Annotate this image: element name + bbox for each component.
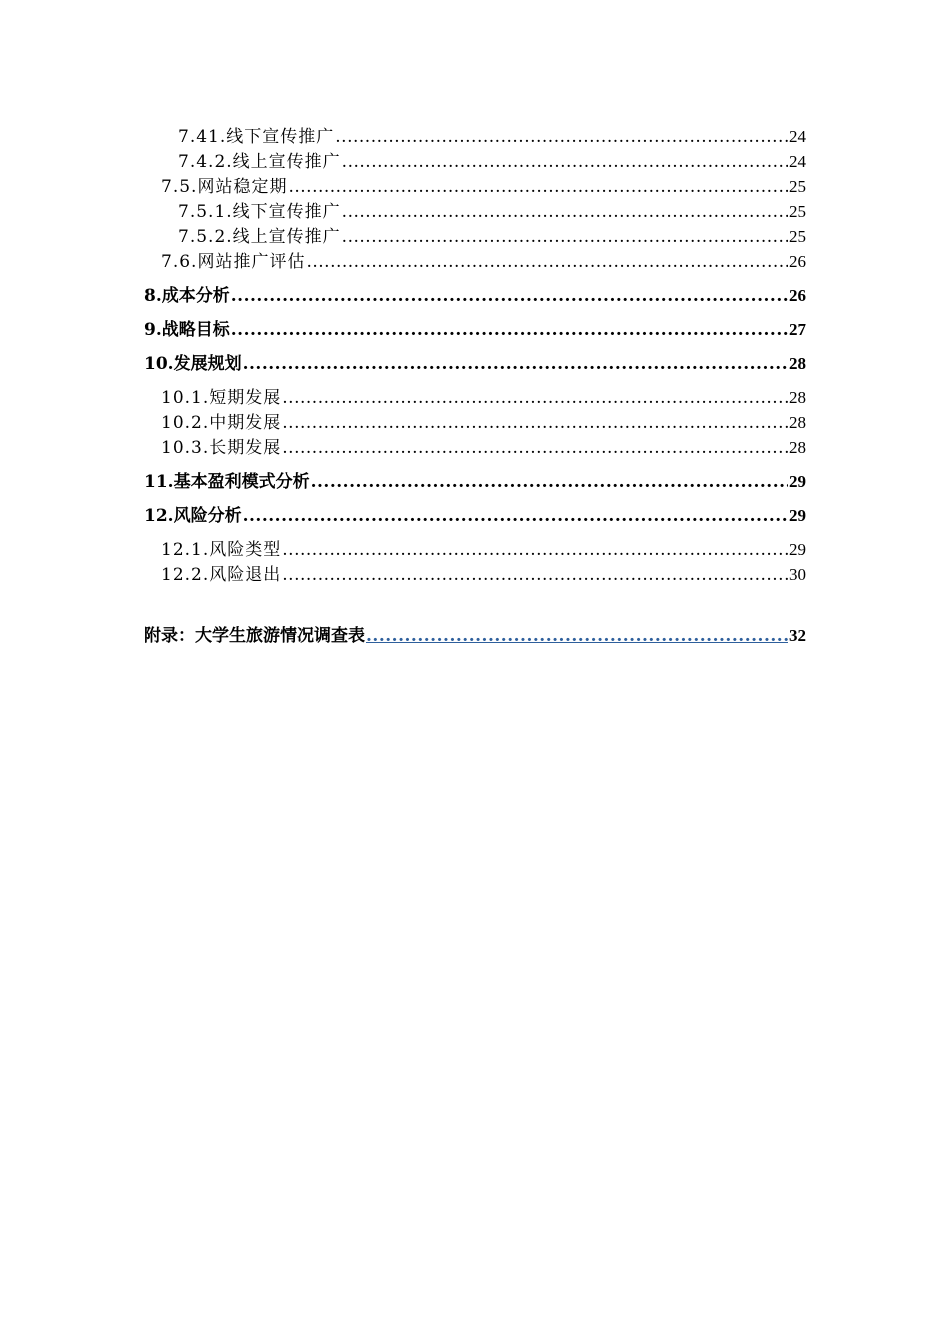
toc-page-number: 24 (789, 152, 806, 171)
toc-entry-title: 12.1.风险类型 (161, 540, 282, 560)
toc-page-number: 29 (789, 506, 806, 525)
toc-dot-leader (282, 386, 788, 411)
toc-appendix-title: 附录：大学生旅游情况调查表 (144, 626, 365, 646)
toc-dot-leader (366, 624, 788, 649)
toc-appendix-link[interactable] (144, 623, 806, 648)
toc-entry[interactable] (144, 469, 806, 494)
toc-entry[interactable] (144, 224, 806, 249)
toc-entry-title: 10.2.中期发展 (161, 413, 282, 433)
toc-dot-leader (282, 436, 788, 461)
toc-entry-title: 9.战略目标 (144, 320, 230, 340)
toc-entry-title: 12.2.风险退出 (161, 565, 282, 585)
toc-entry[interactable] (144, 562, 806, 587)
toc-entry[interactable] (144, 317, 806, 342)
toc-entry-title: 11.基本盈利模式分析 (144, 472, 310, 492)
toc-dot-leader (282, 563, 788, 588)
toc-entry-title: 7.5.2.线上宣传推广 (178, 227, 341, 247)
toc-page-number: 29 (789, 540, 806, 559)
toc-entry[interactable] (144, 351, 806, 376)
toc-entry-title: 10.1.短期发展 (161, 388, 282, 408)
toc-page-number: 25 (789, 227, 806, 246)
toc-page-number: 32 (789, 626, 806, 645)
table-of-contents (144, 124, 806, 648)
toc-dot-leader (243, 352, 788, 377)
toc-page-number: 24 (789, 127, 806, 146)
toc-dot-leader (342, 150, 788, 175)
toc-entry-title: 10.3.长期发展 (161, 438, 282, 458)
toc-page-number: 25 (789, 202, 806, 221)
toc-entry[interactable] (144, 124, 806, 149)
toc-entry[interactable] (144, 537, 806, 562)
toc-page-number: 26 (789, 252, 806, 271)
toc-page-number: 28 (789, 388, 806, 407)
toc-entry-title: 7.5.1.线下宣传推广 (178, 202, 341, 222)
toc-dot-leader (342, 225, 788, 250)
toc-page-number: 30 (789, 565, 806, 584)
toc-dot-leader (342, 200, 788, 225)
toc-dot-leader (306, 250, 788, 275)
toc-dot-leader (243, 504, 788, 529)
toc-page-number: 26 (789, 286, 806, 305)
toc-entry[interactable] (144, 174, 806, 199)
toc-dot-leader (282, 538, 788, 563)
toc-entry-title: 7.4.2.线上宣传推广 (178, 152, 341, 172)
toc-entry[interactable] (144, 435, 806, 460)
toc-page-number: 27 (789, 320, 806, 339)
toc-entry[interactable] (144, 385, 806, 410)
toc-entry-title: 10.发展规划 (144, 354, 242, 374)
toc-entry[interactable] (144, 199, 806, 224)
toc-entry-title: 8.成本分析 (144, 286, 230, 306)
toc-entry[interactable] (144, 249, 806, 274)
toc-page-number: 28 (789, 438, 806, 457)
toc-entry[interactable] (144, 283, 806, 308)
toc-entry-title: 7.41.线下宣传推广 (178, 127, 335, 147)
toc-dot-leader (231, 318, 788, 343)
toc-dot-leader (231, 284, 788, 309)
toc-dot-leader (288, 175, 788, 200)
toc-entry[interactable] (144, 503, 806, 528)
toc-entry[interactable] (144, 149, 806, 174)
toc-page-number: 29 (789, 472, 806, 491)
toc-entry[interactable] (144, 410, 806, 435)
toc-dot-leader (335, 125, 788, 150)
toc-entry-title: 12.风险分析 (144, 506, 242, 526)
toc-dot-leader (311, 470, 788, 495)
toc-page-number: 28 (789, 413, 806, 432)
toc-entry-title: 7.5.网站稳定期 (161, 177, 288, 197)
toc-page-number: 28 (789, 354, 806, 373)
toc-page-number: 25 (789, 177, 806, 196)
toc-entry-title: 7.6.网站推广评估 (161, 252, 306, 272)
toc-dot-leader (282, 411, 788, 436)
